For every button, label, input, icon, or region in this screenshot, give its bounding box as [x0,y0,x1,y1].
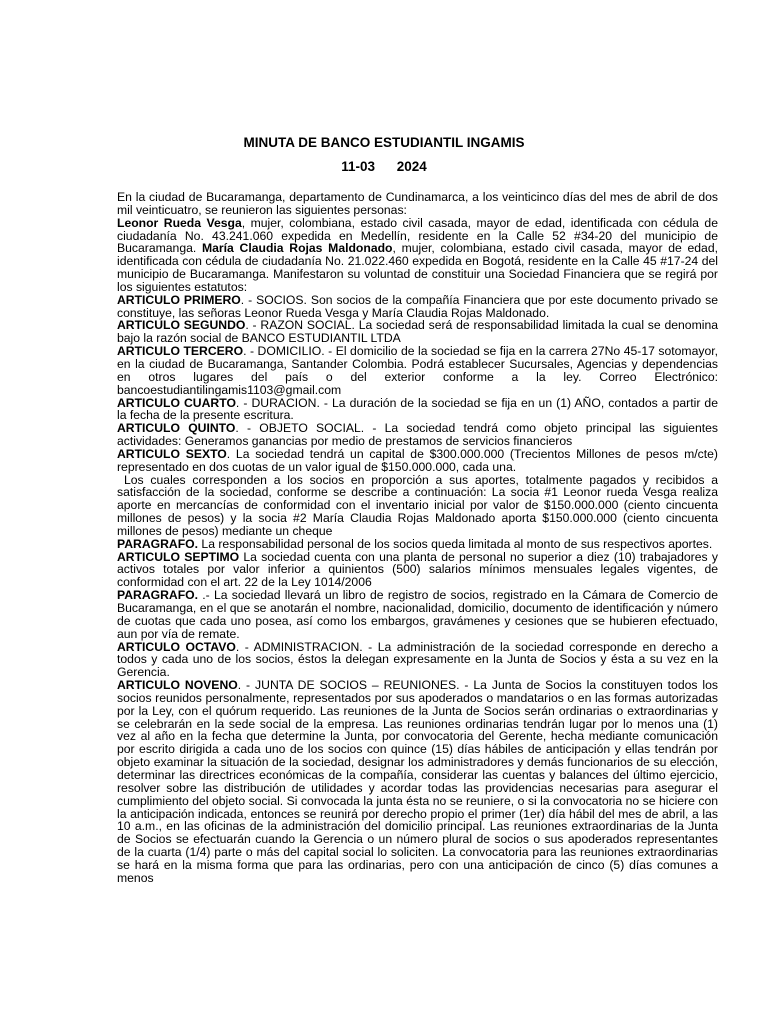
article-5-label: ARTICULO QUINTO [117,421,236,436]
partner-2-text: , mujer, colombiana, estado civil casada, mayor de edad, identificada con cédula de ciudadanía No. 21.022.460 expedida en Bogotá, residente en la Calle 45 #17-24 del municipio de Bucaramanga. Manifestaron su voluntad de constituir una Sociedad Financiera que se regirá por los siguientes estatutos: [117,241,718,294]
paragraph-2-text: .- La sociedad llevará un libro de registro de socios, registrado en la Cámara de Comercio de Bucaramanga, en el que se anotarán el nombre, nacionalidad, domicilio, documento de identificación y número de cuotas que cada uno posea, así como los embargos, gravámenes y cesiones que se hubieren efectuado, aun por vía de remate. [117,588,718,641]
article-6-continuation [117,474,718,538]
article-2 [117,319,718,345]
article-8-label: ARTICULO OCTAVO [117,639,236,654]
article-1-text: . - SOCIOS. Son socios de la compañía Financiera que por este documento privado se constituye, las señoras Leonor Rueda Vesga y María Claudia Rojas Maldonado. [117,292,718,320]
article-4-text: . - DURACION. - La duración de la sociedad se fija en un (1) AÑO, contados a partir de la fecha de la presente escritura. [117,395,718,423]
paragraph-2 [117,589,718,640]
partner-1-name: Leonor Rueda Vesga [117,215,242,230]
article-5 [117,422,718,448]
document-body [117,191,718,885]
article-9-label: ARTICULO NOVENO [117,678,238,693]
article-3 [117,345,718,396]
article-7-text: La sociedad cuenta con una planta de personal no superior a diez (10) trabajadores y activos totales por valor inferior a quinientos (500) salarios mínimos mensuales legales vigentes, de conformidad con el art. 22 de la Ley 1014/2006 [117,549,718,590]
article-9 [117,679,718,885]
article-8-text: . - ADMINISTRACION. - La administración de la sociedad corresponde en derecho a todos y cada uno de los socios, éstos la delegan expresamente en la Junta de Socios y ésta a su vez en la Gerencia. [117,639,718,680]
article-5-text: . - OBJETO SOCIAL. - La sociedad tendrá como objeto principal las siguientes actividades: Generamos ganancias por medio de prestamos de servicios financieros [117,421,719,449]
partner-2-name: María Claudia Rojas Maldonado [201,241,393,256]
article-6 [117,448,718,474]
article-2-text: . - RAZON SOCIAL. La sociedad será de responsabilidad limitada la cual se denomina bajo la razón social de BANCO ESTUDIANTIL LTDA [117,318,718,346]
article-7 [117,551,718,590]
article-3-label: ARTICULO TERCERO [117,344,244,359]
paragraph-2-label: PARAGRAFO. [117,588,199,603]
document-title: MINUTA DE BANCO ESTUDIANTIL INGAMIS [243,135,525,150]
partners-paragraph [117,217,718,294]
article-1-label: ARTICULO PRIMERO [117,292,241,307]
article-2-label: ARTICULO SEGUNDO [117,318,246,333]
partner-1-text: , mujer, colombiana, estado civil casada, mayor de edad, identificada con cédula de ciudadanía No. 43.241.060 expedida en Medellín, residente en la Calle 52 #34-20 del municipio de Bucaramanga. [117,215,718,256]
intro-text: En la ciudad de Bucaramanga, departamento de Cundinamarca, a los veinticinco días del mes de abril de dos mil veinticuatro, se reunieron las siguientes personas: [117,190,718,217]
article-4-label: ARTICULO CUARTO [117,395,236,410]
article-8 [117,641,718,680]
paragraph-1-text: La responsabilidad personal de los socios queda limitada al monto de sus respectivos aportes. [198,536,713,551]
article-7-label: ARTICULO SEPTIMO [117,549,240,564]
article-9-text: . - JUNTA DE SOCIOS – REUNIONES. - La Junta de Socios la constituyen todos los socios reunidos personalmente, representados por sus apoderados o mandatarios o en las formas autorizadas por la Ley, con el quórum requerido. Las reuniones de la Junta de Socios serán ordinarias o extraordinarias y se celebrarán en la sede social de la empresa. Las reuniones ordinarias tendrán lugar por lo menos una (1) vez al año en la fecha que determine la Junta, por convocatoria del Gerente, hecha mediante comunicación por escrito dirigida a cada uno de los socios con quince (15) días hábiles de anticipación y ellas tendrán por objeto examinar la situación de la sociedad, designar los administradores y demás funcionarios de su elección, determinar las directrices económicas de la compañía, considerar las cuentas y balances del último ejercicio, resolver sobre las distribución de utilidades y acordar todas las providencias necesarias para asegurar el cumplimiento del objeto social. Si convocada la junta ésta no se reuniere, o si la convocatoria no se hiciere con la anticipación indicada, entonces se reunirá por derecho propio el primer (1er) día hábil del mes de abril, a las 10 a.m., en las oficinas de la administración del domicilio principal. Las reuniones extraordinarias de la Junta de Socios se efectuarán cuando la Gerencia o un número plural de socios o sus apoderados representantes de la cuarta (1/4) parte o más del capital social lo soliciten. La convocatoria para las reuniones extraordinarias se hará en la misma forma que para las ordinarias, pero con una anticipación de cinco (5) días comunes a menos [117,678,719,885]
article-6-cont-text: Los cuales corresponden a los socios en proporción a sus aportes, totalmente pagados y recibidos a satisfacción de la sociedad, conforme se describe a continuación: La socia #1 Leonor rueda Vesga realiza aporte en mercancías de conformidad con el inventario inicial por valor de $150.000.000 (ciento cincuenta millones de pesos) y la socia #2 María Claudia Rojas Maldonado aporta $150.000.000 (ciento cincuenta millones de pesos) mediante un cheque [117,472,718,538]
article-6-label: ARTICULO SEXTO [117,446,227,461]
document-date: 11-03 2024 [341,159,427,174]
intro-paragraph [117,191,718,217]
article-1 [117,294,718,320]
article-3-text: . - DOMICILIO. - El domicilio de la sociedad se fija en la carrera 27No 45-17 sotomayor, en la ciudad de Bucaramanga, Santander Colombia. Podrá establecer Sucursales, Agencias y dependencias en otros lugares del país o del exterior conforme a la ley. Correo Electrónico: bancoestudiantilingamis1103@gmail.com [117,344,719,397]
paragraph-1-label: PARAGRAFO. [117,536,199,551]
article-6-text: . La sociedad tendrá un capital de $300.000.000 (Trecientos Millones de pesos m/cte) representado en dos cuotas de un valor igual de $150.000.000, cada una. [117,446,718,474]
article-4 [117,397,718,423]
